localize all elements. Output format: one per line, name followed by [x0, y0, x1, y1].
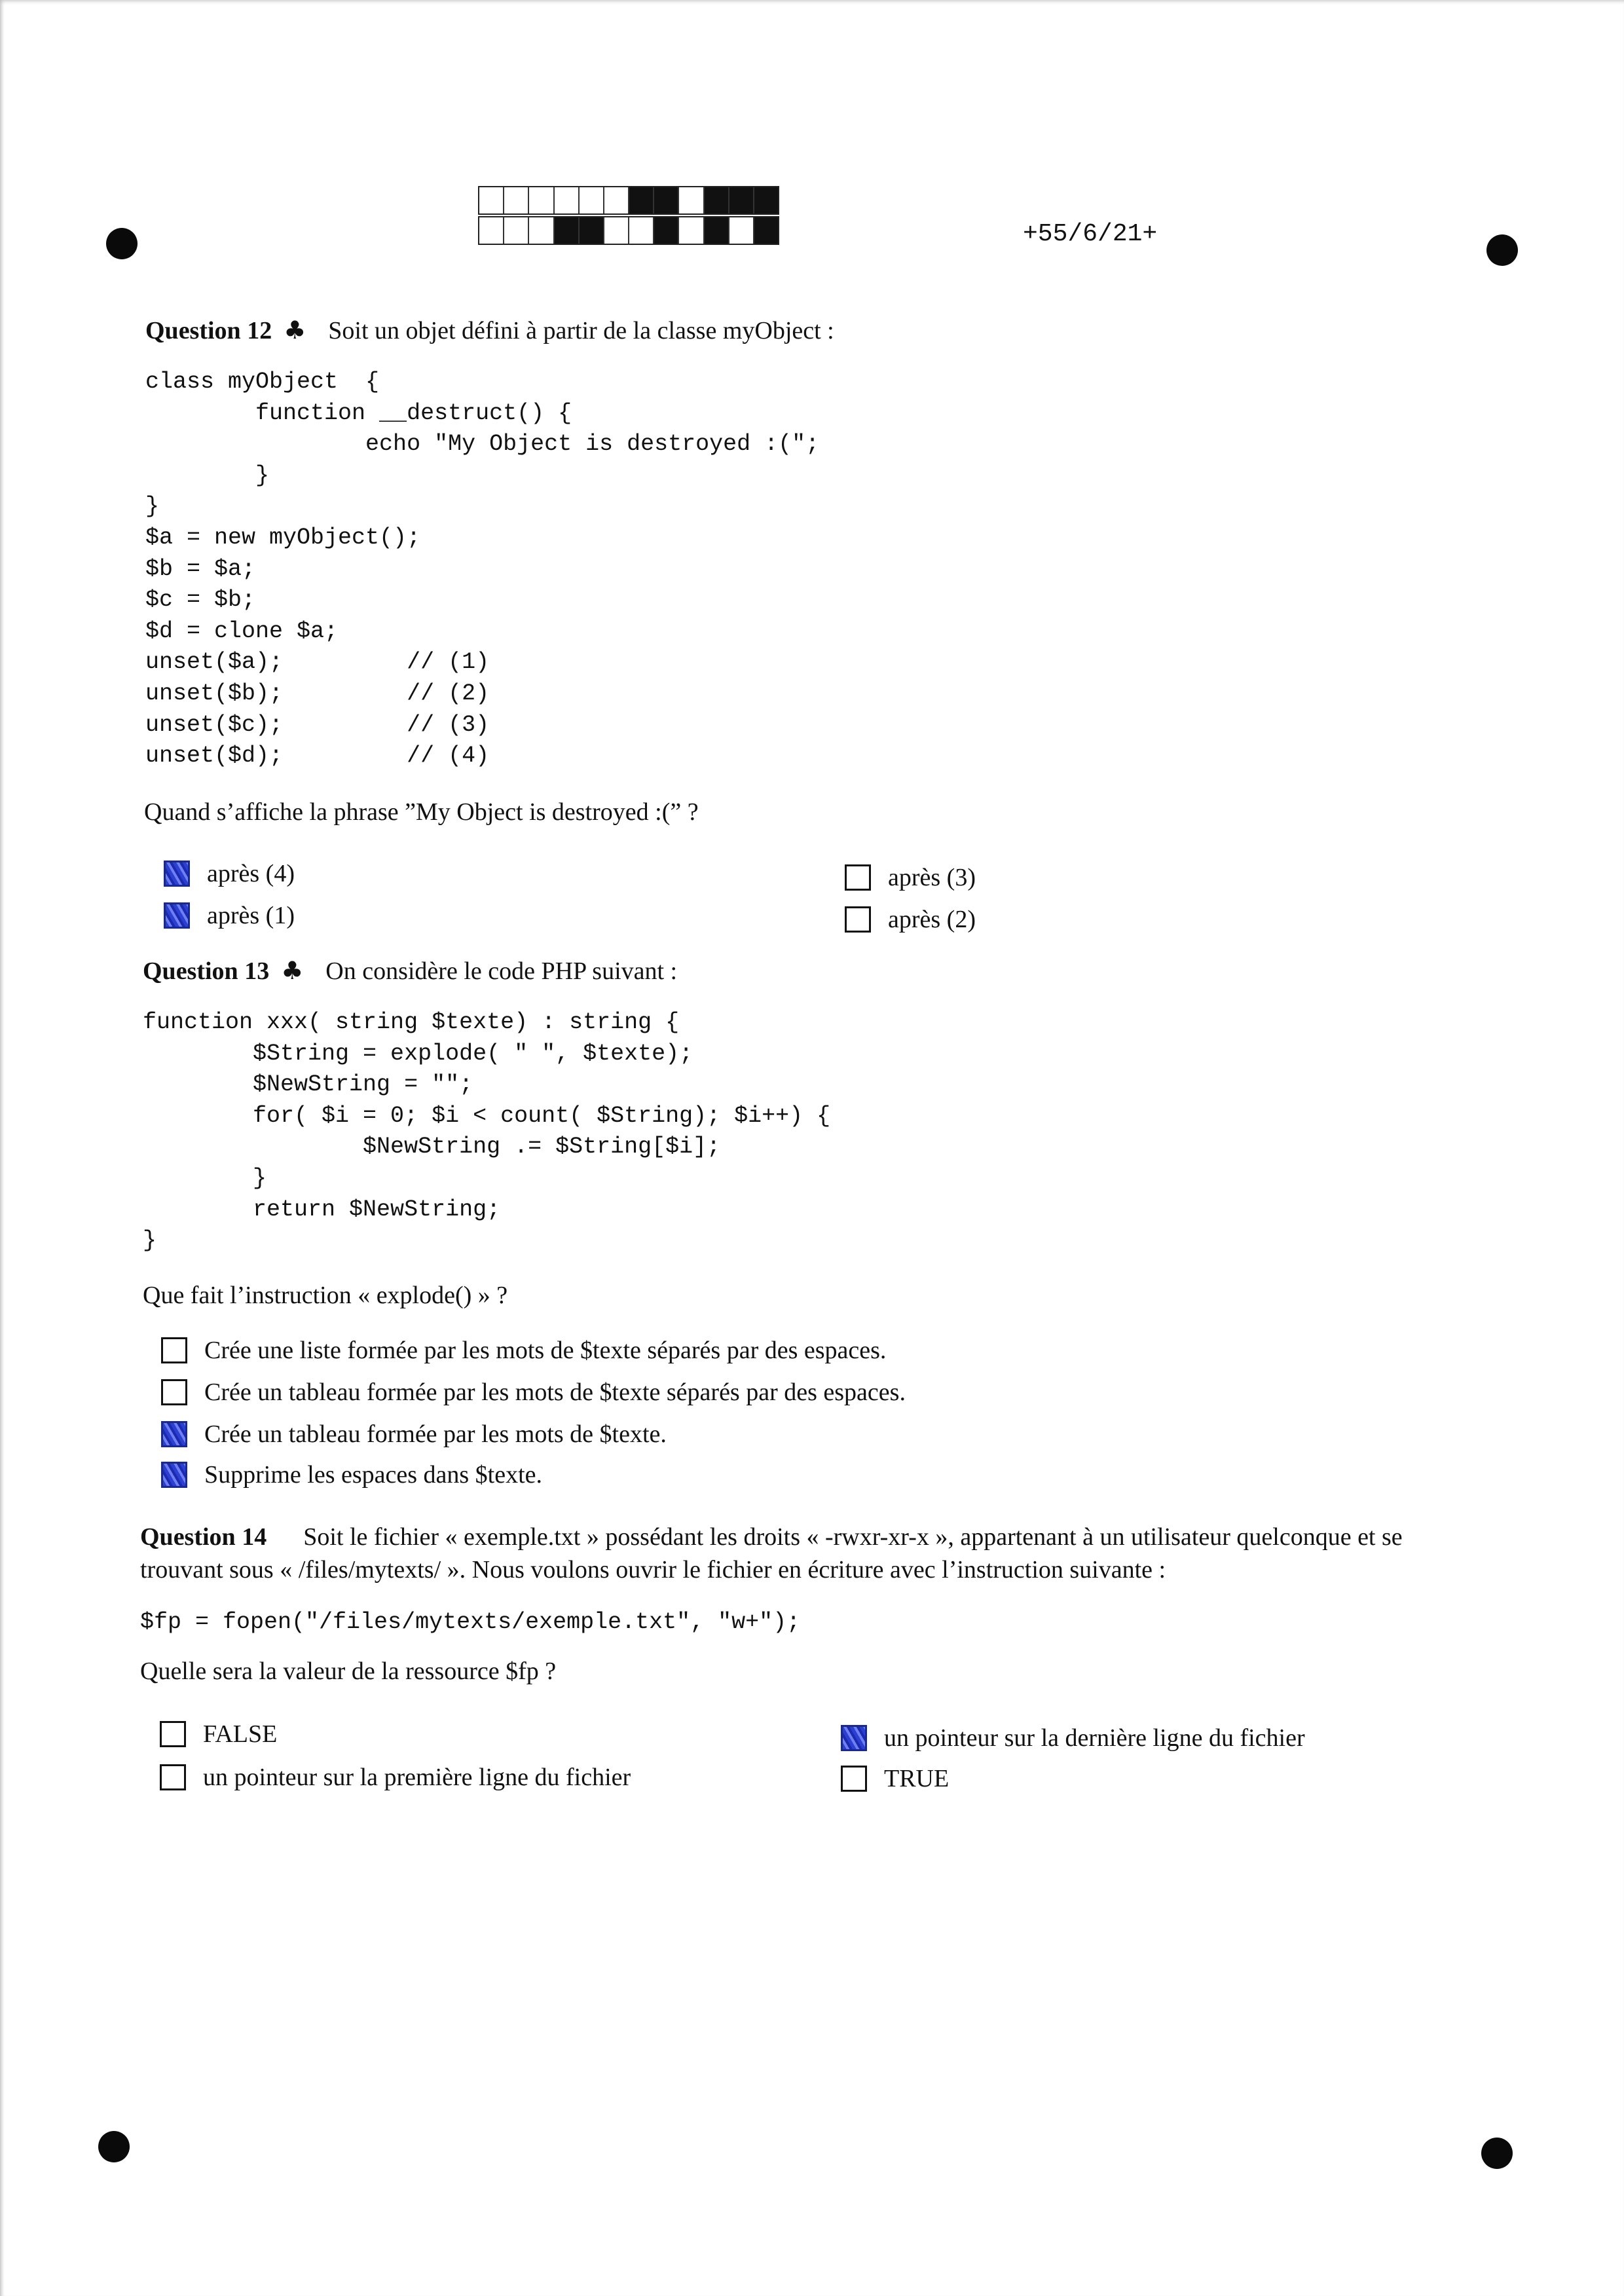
barcode-cell	[529, 217, 554, 244]
barcode-cell	[580, 217, 604, 244]
barcode-cell	[604, 187, 629, 213]
barcode-cell	[629, 217, 654, 244]
checkbox[interactable]	[841, 1766, 867, 1792]
option-label: après (4)	[207, 860, 295, 887]
option-label: Crée une liste formée par les mots de $texte séparés par des espaces.	[204, 1337, 887, 1364]
barcode-cell	[754, 187, 778, 213]
barcode-cell	[679, 187, 704, 213]
question-14-header	[140, 1521, 1483, 1586]
question-label: Question 12	[145, 317, 272, 344]
q13-option-3[interactable]	[161, 1420, 667, 1449]
registration-mark-bottom-left	[98, 2131, 130, 2162]
barcode-cell	[754, 217, 778, 244]
club-icon: ♣	[281, 956, 304, 985]
barcode-cell	[479, 217, 504, 244]
q13-option-2[interactable]	[161, 1378, 906, 1407]
q14-question: Quelle sera la valeur de la ressource $fp ?	[140, 1657, 557, 1685]
question-label: Question 13	[143, 957, 270, 985]
question-12-header	[145, 316, 834, 345]
checkbox[interactable]	[160, 1764, 186, 1790]
checkbox[interactable]	[164, 902, 190, 929]
checkbox[interactable]	[164, 861, 190, 887]
barcode-cell	[580, 187, 604, 213]
question-prompt: Soit le fichier « exemple.txt » possédant les droits « -rwxr-xr-x », appartenant à un utilisateur quelconque et se trouvant sous « /files/mytexts/ ». Nous voulons ouvrir le fichier en écriture avec l’instruction suivante :	[140, 1523, 1403, 1583]
q14-option-3[interactable]	[841, 1724, 1305, 1752]
option-label: Crée un tableau formée par les mots de $texte séparés par des espaces.	[204, 1379, 906, 1406]
barcode-cell	[629, 187, 654, 213]
barcode-cell	[555, 217, 580, 244]
checkbox[interactable]	[841, 1725, 867, 1751]
checkbox[interactable]	[161, 1379, 187, 1405]
barcode-cell	[604, 217, 629, 244]
checkbox[interactable]	[845, 864, 871, 891]
registration-mark-top-left	[106, 228, 138, 259]
registration-mark-bottom-right	[1481, 2138, 1513, 2169]
barcode-cell	[705, 217, 729, 244]
page-id: +55/6/21+	[1023, 220, 1158, 248]
option-label: FALSE	[203, 1720, 278, 1748]
question-prompt: On considère le code PHP suivant :	[325, 957, 678, 985]
checkbox[interactable]	[161, 1462, 187, 1488]
registration-mark-top-right	[1486, 234, 1518, 266]
option-label: Crée un tableau formée par les mots de $texte.	[204, 1420, 667, 1448]
q12-code-block: class myObject { function __destruct() { echo "My Object is destroyed :("; } } $a = new myObject(); $b = $a; $c = $b; $d = clone $a; unset($a); // (1) unset($b); // (2) unset($c); // (3) unset($d); // (4)	[145, 369, 820, 769]
option-label: après (3)	[888, 864, 976, 891]
checkbox[interactable]	[160, 1721, 186, 1747]
q13-question: Que fait l’instruction « explode() » ?	[143, 1282, 508, 1309]
checkbox[interactable]	[845, 906, 871, 933]
barcode-cell	[729, 217, 754, 244]
barcode-row-2	[478, 216, 779, 245]
barcode-cell	[504, 187, 529, 213]
q13-option-1[interactable]	[161, 1336, 886, 1365]
barcode-cell	[555, 187, 580, 213]
barcode-cell	[705, 187, 729, 213]
option-label: un pointeur sur la dernière ligne du fichier	[884, 1724, 1305, 1752]
barcode-cell	[729, 187, 754, 213]
barcode-cell	[479, 187, 504, 213]
q14-code-block: $fp = fopen("/files/mytexts/exemple.txt", "w+");	[140, 1609, 801, 1635]
question-13-header	[143, 956, 677, 986]
barcode-row-1	[478, 186, 779, 215]
option-label: un pointeur sur la première ligne du fichier	[203, 1764, 631, 1791]
q12-option-4[interactable]	[845, 905, 976, 934]
checkbox[interactable]	[161, 1421, 187, 1447]
option-label: après (1)	[207, 902, 295, 929]
barcode-cell	[679, 217, 704, 244]
club-icon: ♣	[284, 316, 306, 344]
q12-option-2[interactable]	[164, 901, 295, 930]
checkbox[interactable]	[161, 1337, 187, 1363]
q14-option-4[interactable]	[841, 1764, 949, 1793]
q13-option-4[interactable]	[161, 1460, 542, 1489]
barcode-cell	[654, 187, 679, 213]
option-label: TRUE	[884, 1765, 950, 1792]
barcode-cell	[504, 217, 529, 244]
q14-option-2[interactable]	[160, 1763, 631, 1792]
barcode-cell	[654, 217, 679, 244]
q12-option-3[interactable]	[845, 863, 976, 892]
question-label: Question 14	[140, 1523, 267, 1551]
q12-option-1[interactable]	[164, 859, 295, 888]
barcode-cell	[529, 187, 554, 213]
q14-option-1[interactable]	[160, 1720, 277, 1749]
q12-question: Quand s’affiche la phrase ”My Object is destroyed :(” ?	[144, 798, 699, 826]
option-label: après (2)	[888, 906, 976, 933]
option-label: Supprime les espaces dans $texte.	[204, 1461, 543, 1489]
q13-code-block: function xxx( string $texte) : string { $String = explode( " ", $texte); $NewString = ""; for( $i = 0; $i < count( $String); $i++) { $NewString .= $String[$i]; } return $NewString; }	[143, 1009, 831, 1254]
question-prompt: Soit un objet défini à partir de la classe myObject :	[328, 317, 834, 344]
